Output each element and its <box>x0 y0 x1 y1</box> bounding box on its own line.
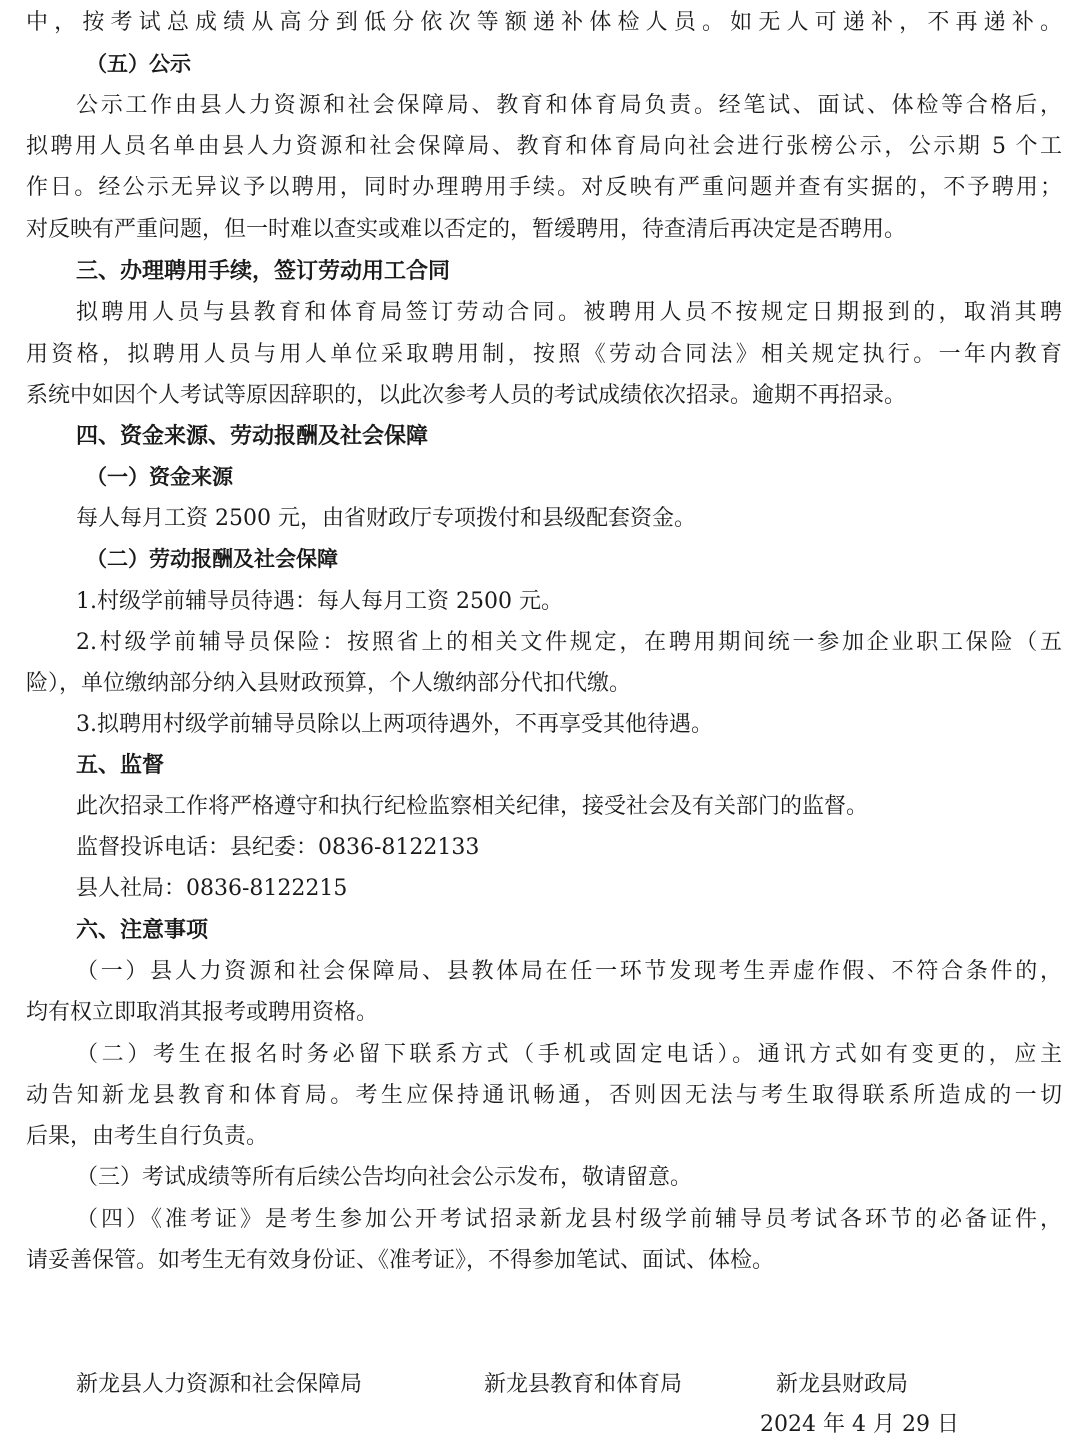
text-line: 对反映有严重问题，但一时难以查实或难以否定的，暂缓聘用，待查清后再决定是否聘用。 <box>26 217 907 242</box>
text-line: 请妥善保管。如考生无有效身份证、《准考证》，不得参加笔试、面试、体检。 <box>26 1248 775 1273</box>
signature-org-education-bureau: 新龙县教育和体育局 <box>484 1372 683 1397</box>
text-line: 系统中如因个人考试等原因辞职的，以此次参考人员的考试成绩依次招录。逾期不再招录。 <box>26 383 907 408</box>
text-line: 后果，由考生自行负责。 <box>26 1124 269 1149</box>
subsection-heading-publicity: （五）公示 <box>86 52 191 76</box>
text-line: 拟聘用人员与县教育和体育局签订劳动合同。被聘用人员不按规定日期报到的，取消其聘 <box>76 300 1062 325</box>
text-line: （四）《准考证》是考生参加公开考试招录新龙县村级学前辅导员考试各环节的必备证件， <box>76 1207 1062 1232</box>
complaint-phone-line: 县人社局：0836-8122215 <box>76 876 348 901</box>
list-item: 1.村级学前辅导员待遇：每人每月工资 2500 元。 <box>76 589 563 614</box>
text-line: 作日。经公示无异议予以聘用，同时办理聘用手续。对反映有严重问题并查有实据的，不予聘用； <box>26 175 1062 200</box>
subsection-heading-funding-source: （一）资金来源 <box>86 465 233 489</box>
section-heading-notes: 六、注意事项 <box>76 918 209 943</box>
text-line: 均有权立即取消其报考或聘用资格。 <box>26 1000 379 1025</box>
complaint-phone-line: 监督投诉电话：县纪委：0836-8122133 <box>76 835 480 860</box>
list-item: 2.村级学前辅导员保险：按照省上的相关文件规定，在聘用期间统一参加企业职工保险（五 <box>76 630 1062 655</box>
text-line: （三）考试成绩等所有后续公告均向社会公示发布，敬请留意。 <box>76 1165 693 1190</box>
section-heading-funding: 四、资金来源、劳动报酬及社会保障 <box>76 424 429 449</box>
section-heading-supervision: 五、监督 <box>76 753 165 778</box>
text-line: （一）县人力资源和社会保障局、县教体局在任一环节发现考生弄虚作假、不符合条件的， <box>76 959 1062 984</box>
signature-org-hr-bureau: 新龙县人力资源和社会保障局 <box>76 1372 363 1397</box>
list-item: 3.拟聘用村级学前辅导员除以上两项待遇外，不再享受其他待遇。 <box>76 712 713 737</box>
text-line: 动告知新龙县教育和体育局。考生应保持通讯畅通，否则因无法与考生取得联系所造成的一切 <box>26 1083 1062 1108</box>
subsection-heading-remuneration: （二）劳动报酬及社会保障 <box>86 547 338 571</box>
text-line: 拟聘用人员名单由县人力资源和社会保障局、教育和体育局向社会进行张榜公示，公示期 5 个工 <box>26 134 1062 159</box>
text-line: 公示工作由县人力资源和社会保障局、教育和体育局负责。经笔试、面试、体检等合格后， <box>76 93 1062 118</box>
signature-org-finance-bureau: 新龙县财政局 <box>776 1372 909 1397</box>
text-line: 中，按考试总成绩从高分到低分依次等额递补体检人员。如无人可递补，不再递补。 <box>26 10 1062 35</box>
text-line: 用资格，拟聘用人员与用人单位采取聘用制，按照《劳动合同法》相关规定执行。一年内教育 <box>26 342 1062 367</box>
text-line: 此次招录工作将严格遵守和执行纪检监察相关纪律，接受社会及有关部门的监督。 <box>76 794 869 819</box>
text-line: 险），单位缴纳部分纳入县财政预算，个人缴纳部分代扣代缴。 <box>26 671 632 696</box>
text-line: 每人每月工资 2500 元，由省财政厅专项拨付和县级配套资金。 <box>76 506 696 531</box>
signature-date: 2024 年 4 月 29 日 <box>760 1412 959 1437</box>
section-heading-contract: 三、办理聘用手续，签订劳动用工合同 <box>76 259 451 284</box>
text-line: （二）考生在报名时务必留下联系方式（手机或固定电话）。通讯方式如有变更的，应主 <box>76 1042 1062 1067</box>
